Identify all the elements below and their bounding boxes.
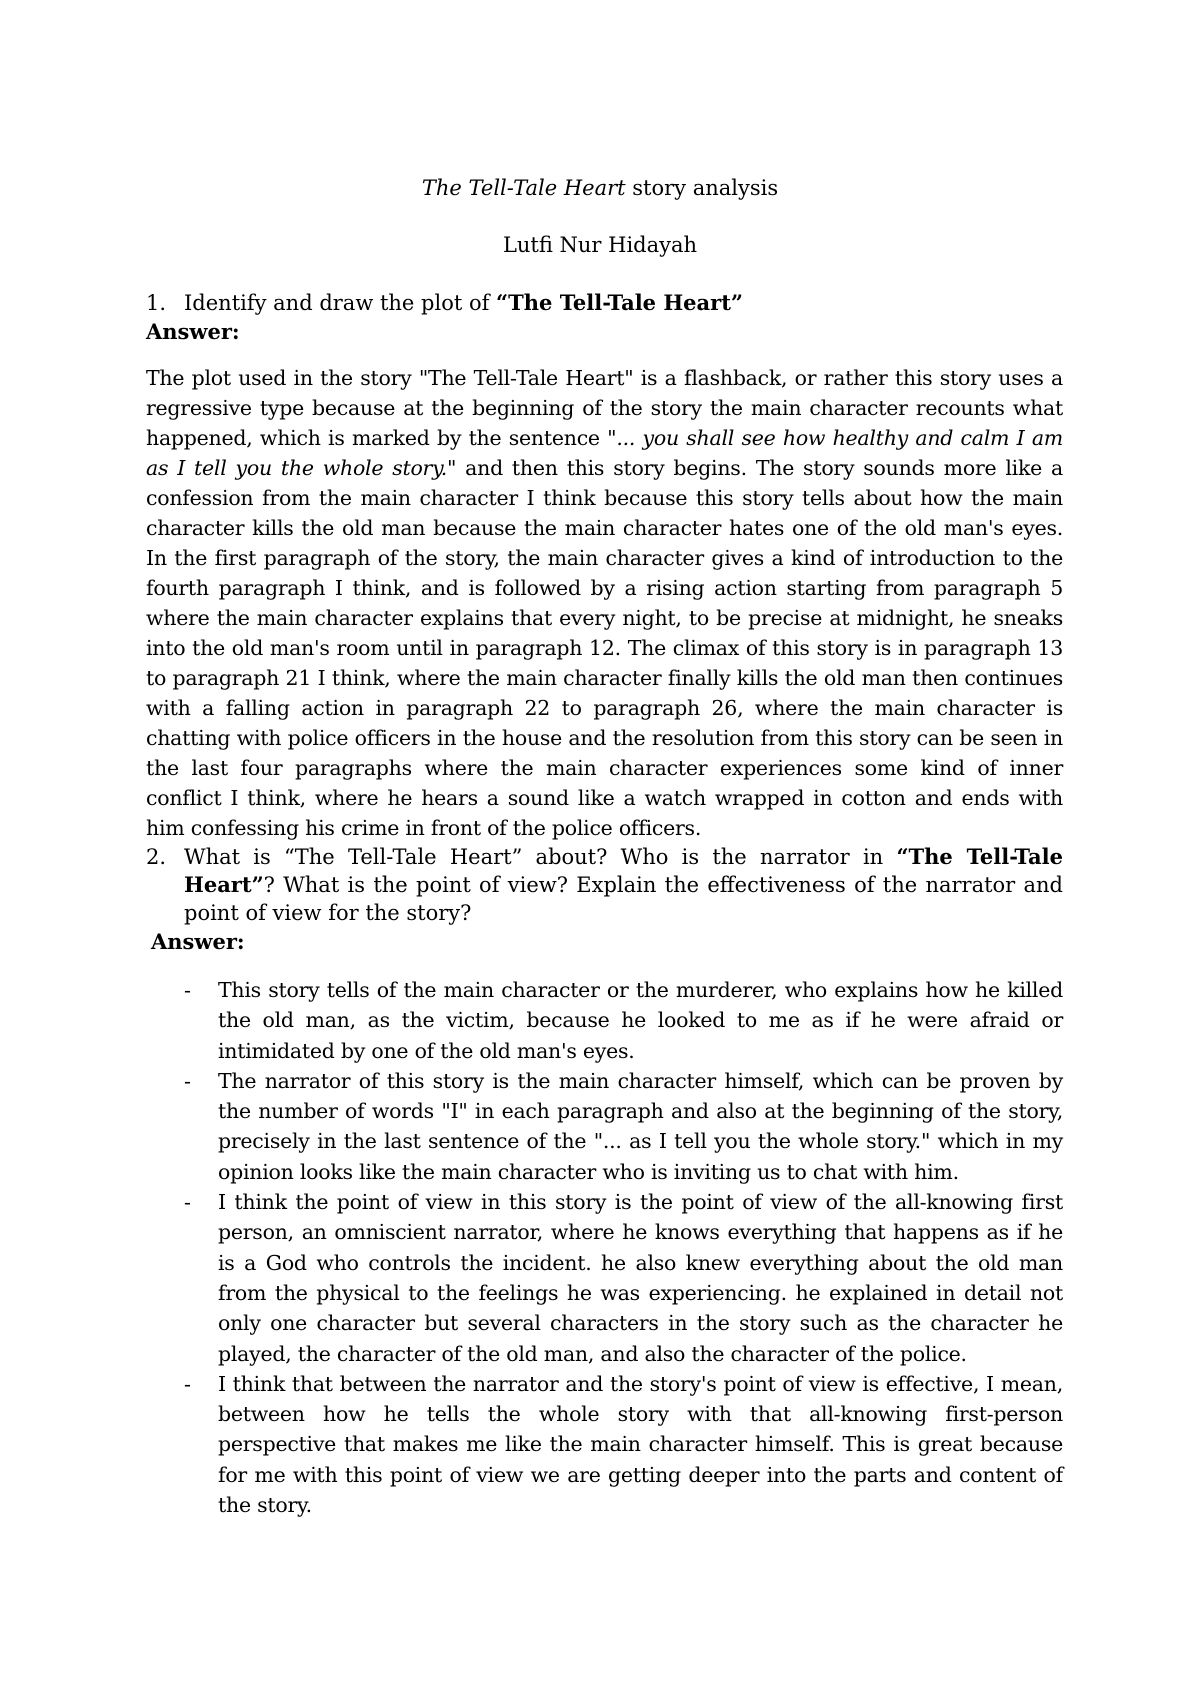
- question-2-text: [184, 843, 1063, 927]
- answer-2-label: Answer:: [151, 929, 245, 954]
- bullet-item: [184, 1187, 1063, 1369]
- question-1-text-before: Identify and draw the plot of: [184, 291, 497, 315]
- question-2-bold: “The Tell-Tale Heart”: [184, 844, 1063, 897]
- bullet-text: I think that between the narrator and the story's point of view is effective, I mean, between how he tells the whole story with that all-knowing first-person perspective that makes me like the main character himself. This is great because for me with this point of view we are getting deeper into the parts and content of the story.: [218, 1371, 1063, 1518]
- question-1-text: [184, 289, 1066, 317]
- bullet-dash: -: [184, 1371, 191, 1396]
- title-italic: The Tell-Tale Heart: [421, 176, 626, 200]
- question-2-number: 2.: [146, 845, 167, 869]
- answer-1-after-quote: " and then this story begins. The story sounds more like a confession from the main character I think because this story tells about how the main character kills the old man because the main character hates one of the old man's eyes. In the first paragraph of the story, the main character gives a kind of introduction to the fourth paragraph I think, and is followed by a rising action starting from paragraph 5 where the main character explains that every night, to be precise at midnight, he sneaks into the old man's room until in paragraph 12. The climax of this story is in paragraph 13 to paragraph 21 I think, where the main character finally kills the old man then continues with a falling action in paragraph 22 to paragraph 26, where the main character is chatting with police officers in the house and the resolution from this story can be seen in the last four paragraphs where the main character experiences some kind of inner conflict I think, where he hears a sound like a watch wrapped in cotton and ends with him confessing his crime in front of the police officers.: [146, 456, 1063, 840]
- question-1: [146, 289, 1066, 317]
- bullet-dash: -: [184, 1190, 191, 1215]
- bullet-dash: -: [184, 978, 191, 1002]
- question-1-number: 1.: [146, 291, 167, 315]
- bullet-item: [184, 1369, 1063, 1520]
- question-1-bold: “The Tell-Tale Heart”: [496, 290, 743, 315]
- title-rest: story analysis: [625, 176, 779, 200]
- bullet-item: [184, 975, 1063, 1066]
- question-2-text-before: What is “The Tell-Tale Heart” about? Who is the narrator in: [184, 845, 897, 869]
- answer-1-quote: ... you shall see how healthy and calm I am as I tell you the whole story.: [146, 426, 1063, 480]
- answer-1-before-quote: The plot used in the story "The Tell-Tale Heart" is a flashback, or rather this story uses a regressive type because at the beginning of the story the main character recounts what happened, which is marked by the sentence ": [146, 366, 1063, 450]
- answer-1-label: Answer:: [146, 319, 240, 344]
- question-2: [146, 843, 1063, 927]
- bullet-text: This story tells of the main character or the murderer, who explains how he killed the old man, as the victim, because he looked to me as if he were afraid or intimidated by one of the old man's eyes.: [218, 978, 1063, 1063]
- bullet-item: [184, 1066, 1063, 1187]
- bullet-dash: -: [184, 1068, 191, 1093]
- document-title: [0, 174, 1200, 202]
- author-name: Lutfi Nur Hidayah: [502, 233, 698, 257]
- answer-1-paragraph: [146, 363, 1063, 843]
- bullet-text: The narrator of this story is the main character himself, which can be proven by the number of words "I" in each paragraph and also at the beginning of the story, precisely in the last sentence of the "... as I tell you the whole story." which in my opinion looks like the main character who is inviting us to chat with him.: [218, 1068, 1063, 1184]
- bullet-text: I think the point of view in this story is the point of view of the all-knowing first person, an omniscient narrator, where he knows everything that happens as if he is a God who controls the incident. he also knew everything about the old man from the physical to the feelings he was experiencing. he explained in detail not only one character but several characters in the story such as the character he played, the character of the old man, and also the character of the police.: [218, 1190, 1063, 1366]
- question-2-text-after: ? What is the point of view? Explain the effectiveness of the narrator and point of view for the story?: [184, 873, 1063, 925]
- answer-2-bullet-list: [184, 975, 1063, 1520]
